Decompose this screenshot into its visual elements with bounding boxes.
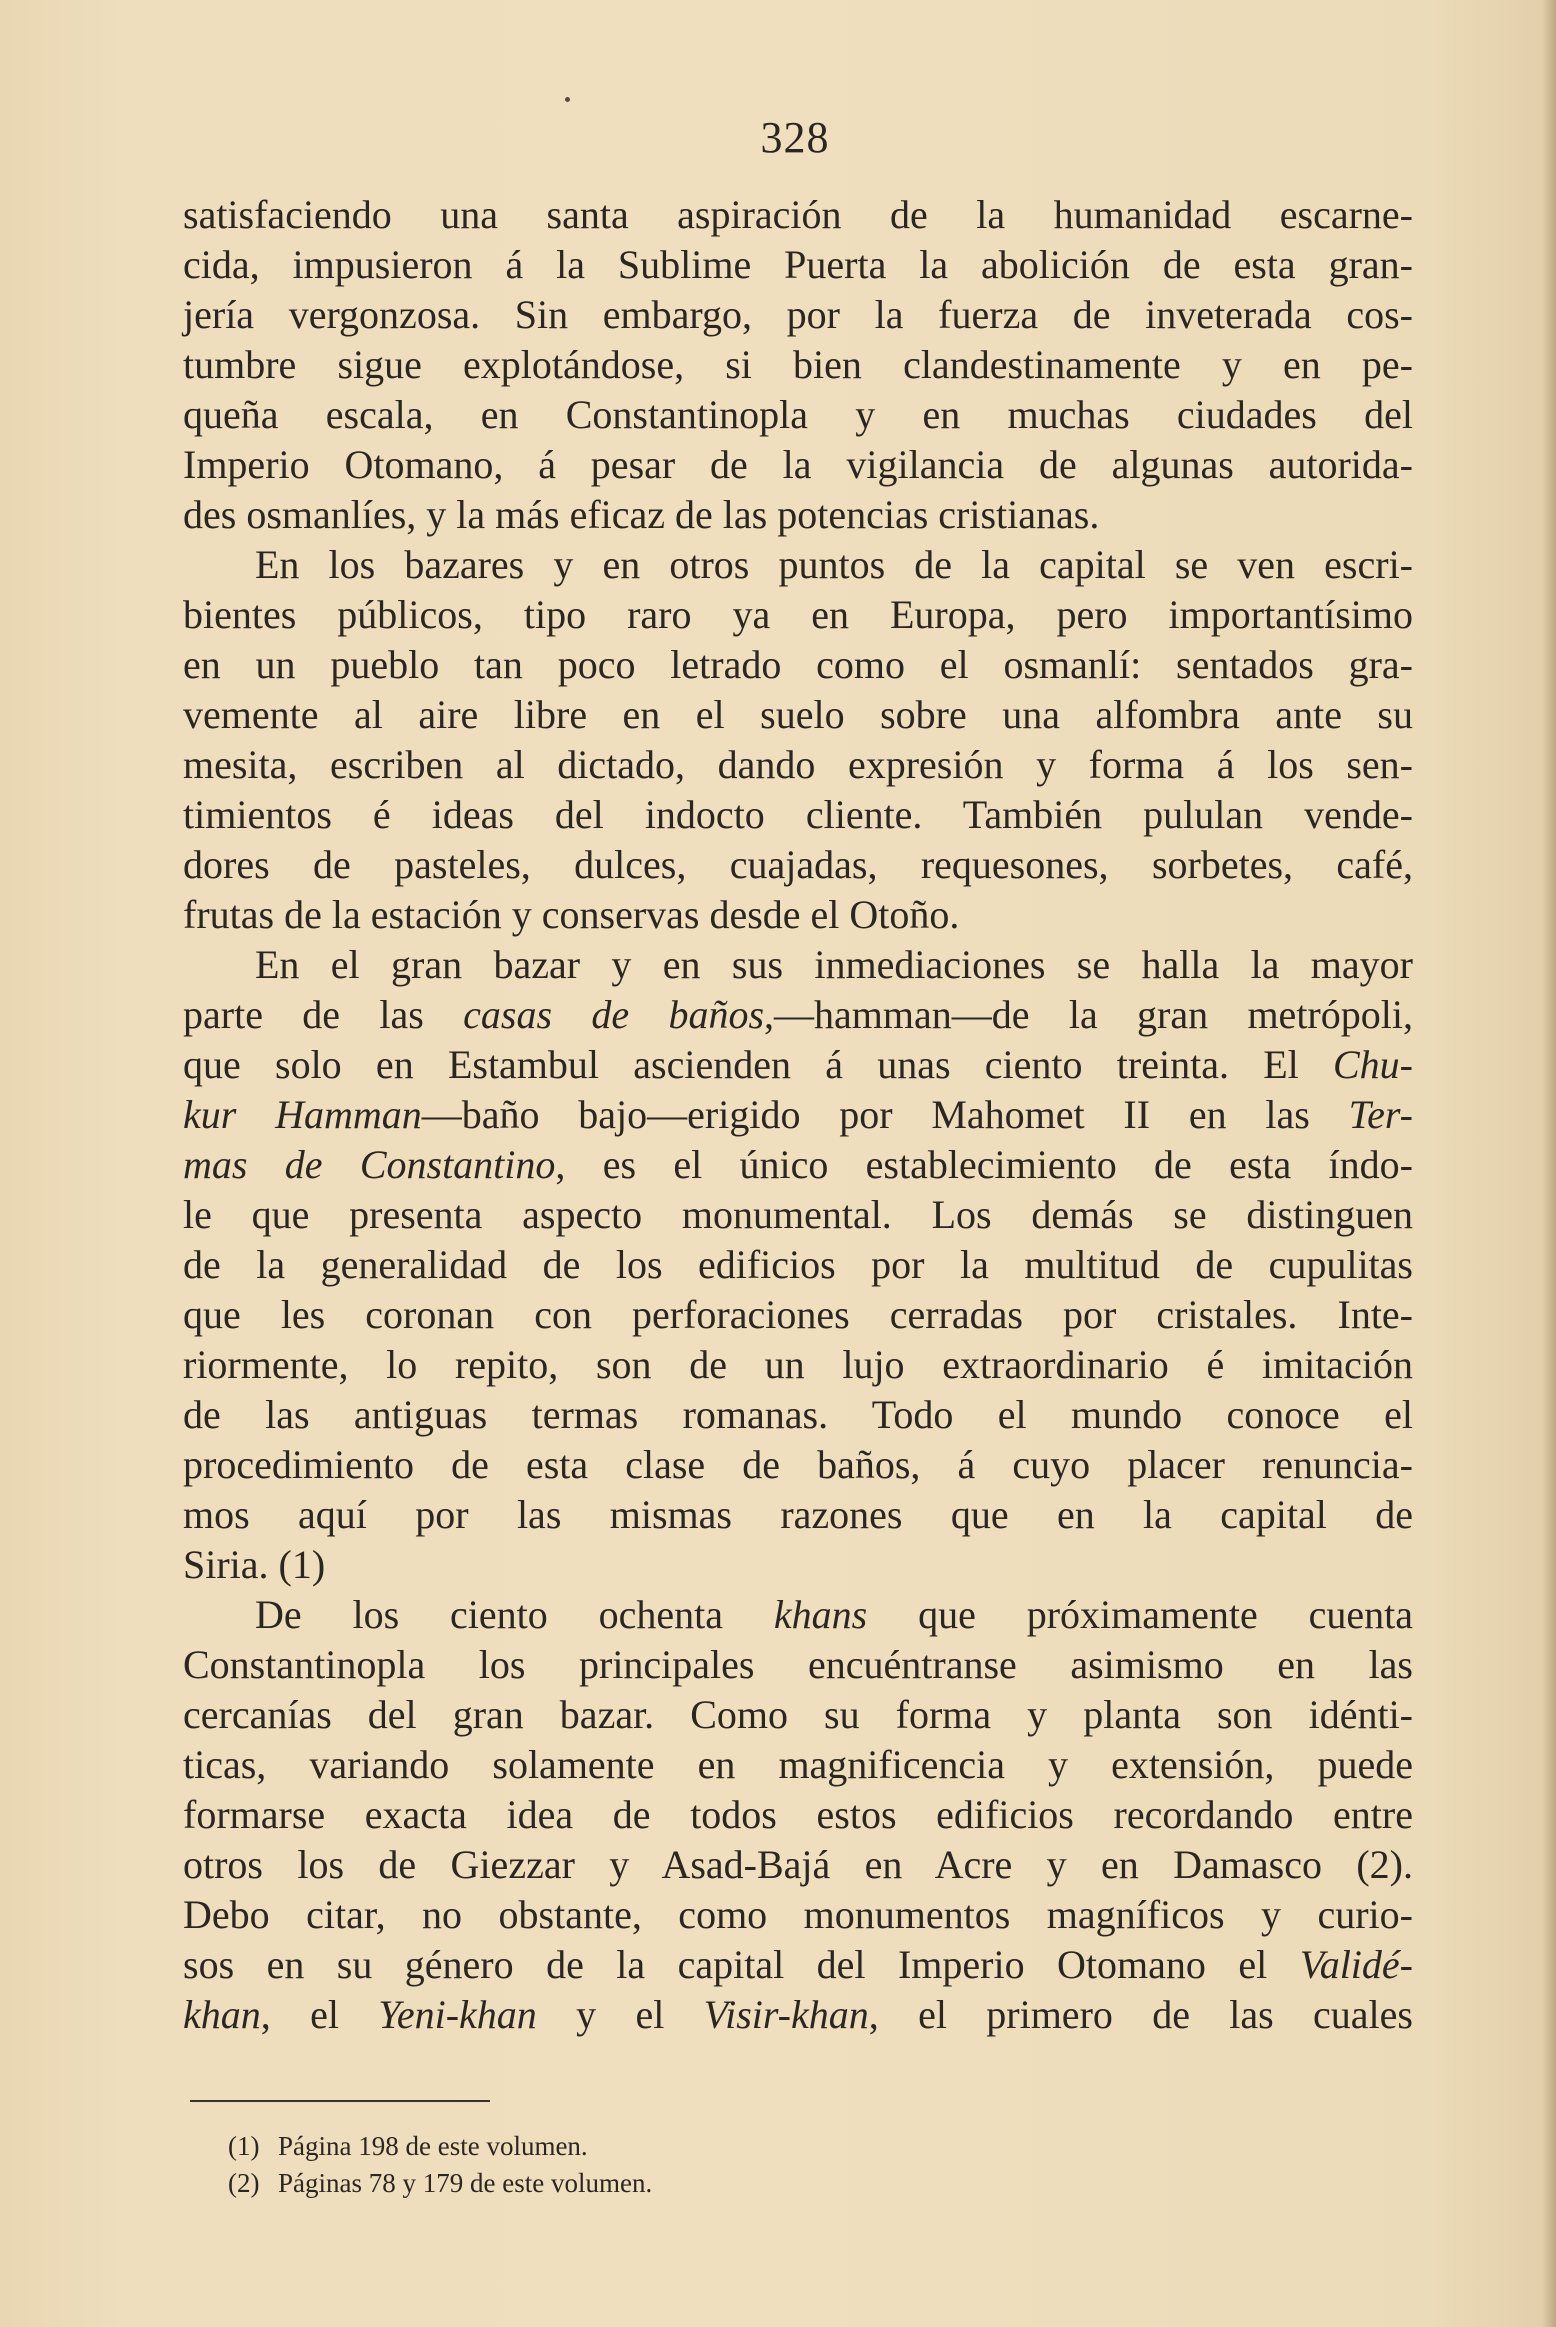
page-number: 328	[760, 113, 830, 162]
print-speck	[565, 97, 570, 102]
text-line	[183, 890, 1413, 940]
footnote-text: Páginas 78 y 179 de este volumen.	[278, 2168, 653, 2198]
text-span: parte de las	[183, 992, 464, 1037]
text-span: en un pueblo tan poco letrado como el osmanlí: sentados gra-	[183, 642, 1413, 687]
text-line	[183, 1890, 1413, 1940]
italic-text: Validé-	[1299, 1942, 1413, 1987]
italic-text: casas de baños	[463, 992, 765, 1037]
italic-text: Ter-	[1348, 1092, 1413, 1137]
text-line	[183, 1940, 1413, 1990]
text-span: formarse exacta idea de todos estos edificios recordando entre	[183, 1792, 1413, 1837]
text-span: le que presenta aspecto monumental. Los demás se distinguen	[183, 1192, 1413, 1237]
italic-text: Visir-khan	[703, 1992, 869, 2037]
text-span: ticas, variando solamente en magnificencia y extensión, puede	[183, 1742, 1413, 1787]
footnote-mark: (2)	[228, 2168, 260, 2198]
italic-text: Chu-	[1333, 1042, 1413, 1087]
text-span: En el gran bazar y en sus inmediaciones se halla la mayor	[255, 942, 1413, 987]
text-line	[183, 1190, 1413, 1240]
text-span: y el	[536, 1992, 704, 2037]
italic-text: Yeni-khan	[378, 1992, 537, 2037]
text-line	[183, 1140, 1413, 1190]
text-line	[183, 1790, 1413, 1840]
text-line	[183, 1040, 1413, 1090]
text-span: cercanías del gran bazar. Como su forma y planta son idénti-	[183, 1692, 1413, 1737]
text-span: bientes públicos, tipo raro ya en Europa, pero importantísimo	[183, 592, 1413, 637]
text-line	[183, 1090, 1413, 1140]
text-line	[183, 1390, 1413, 1440]
text-span: otros los de Giezzar y Asad-Bajá en Acre y en Damasco (2).	[183, 1842, 1413, 1887]
text-span: que próximamente cuenta	[867, 1592, 1413, 1637]
text-line	[183, 940, 1413, 990]
text-span: En los bazares y en otros puntos de la capital se ven escri-	[255, 542, 1413, 587]
text-span: Debo citar, no obstante, como monumentos magníficos y curio-	[183, 1892, 1413, 1937]
text-span: Siria. (1)	[183, 1542, 326, 1587]
text-span: de las antiguas termas romanas. Todo el mundo conoce el	[183, 1392, 1413, 1437]
footnote-mark: (1)	[228, 2131, 260, 2161]
text-line	[183, 1690, 1413, 1740]
text-line	[183, 1840, 1413, 1890]
text-span: , es el único establecimiento de esta índo-	[555, 1142, 1413, 1187]
text-span: frutas de la estación y conservas desde el Otoño.	[183, 892, 960, 937]
text-span: satisfaciendo una santa aspiración de la humanidad escarne-	[183, 192, 1413, 237]
text-span: De los ciento ochenta	[255, 1592, 774, 1637]
text-line	[183, 190, 1413, 240]
text-span: mos aquí por las mismas razones que en la capital de	[183, 1492, 1413, 1537]
text-span: procedimiento de esta clase de baños, á cuyo placer renuncia-	[183, 1442, 1413, 1487]
text-line	[183, 1440, 1413, 1490]
body-text	[183, 190, 1413, 2040]
text-span: des osmanlíes, y la más eficaz de las potencias cristianas.	[183, 492, 1100, 537]
text-line	[183, 840, 1413, 890]
text-line	[183, 690, 1413, 740]
text-line	[183, 1490, 1413, 1540]
text-span: ,—hamman—de la gran metrópoli,	[764, 992, 1413, 1037]
text-line	[183, 790, 1413, 840]
text-line	[183, 390, 1413, 440]
text-span: Constantinopla los principales encuéntranse asimismo en las	[183, 1642, 1413, 1687]
footnote	[228, 2128, 652, 2165]
text-span: cida, impusieron á la Sublime Puerta la abolición de esta gran-	[183, 242, 1413, 287]
text-line	[183, 440, 1413, 490]
text-span: que les coronan con perforaciones cerradas por cristales. Inte-	[183, 1292, 1413, 1337]
text-line	[183, 1290, 1413, 1340]
text-span: , el	[260, 1992, 379, 2037]
text-line	[183, 990, 1413, 1040]
text-line	[183, 490, 1413, 540]
text-span: que solo en Estambul ascienden á unas ciento treinta. El	[183, 1042, 1333, 1087]
italic-text: mas de Constantino	[183, 1142, 556, 1187]
text-span: jería vergonzosa. Sin embargo, por la fuerza de inveterada cos-	[183, 292, 1413, 337]
text-line	[183, 1740, 1413, 1790]
text-line	[183, 640, 1413, 690]
text-line	[183, 540, 1413, 590]
text-span: sos en su género de la capital del Imperio Otomano el	[183, 1942, 1300, 1987]
italic-text: khans	[773, 1592, 868, 1637]
italic-text: kur Hamman	[183, 1092, 422, 1137]
page-edge-shadow	[1542, 0, 1556, 2327]
text-span: —baño bajo—erigido por Mahomet II en las	[421, 1092, 1349, 1137]
text-span: queña escala, en Constantinopla y en muchas ciudades del	[183, 392, 1413, 437]
text-span: mesita, escriben al dictado, dando expresión y forma á los sen-	[183, 742, 1413, 787]
text-line	[183, 1540, 1413, 1590]
text-span: de la generalidad de los edificios por la multitud de cupulitas	[183, 1242, 1413, 1287]
text-span: tumbre sigue explotándose, si bien clandestinamente y en pe-	[183, 342, 1413, 387]
footnote-text: Página 198 de este volumen.	[278, 2131, 588, 2161]
footnote	[228, 2165, 652, 2202]
text-line	[183, 740, 1413, 790]
italic-text: khan	[183, 1992, 261, 2037]
text-span: timientos é ideas del indocto cliente. También pululan vende-	[183, 792, 1413, 837]
text-line	[183, 1590, 1413, 1640]
text-line	[183, 590, 1413, 640]
text-span: , el primero de las cuales	[868, 1992, 1413, 2037]
text-span: vemente al aire libre en el suelo sobre una alfombra ante su	[183, 692, 1413, 737]
text-line	[183, 340, 1413, 390]
text-line	[183, 1340, 1413, 1390]
text-span: riormente, lo repito, son de un lujo extraordinario é imitación	[183, 1342, 1413, 1387]
text-span: Imperio Otomano, á pesar de la vigilancia de algunas autorida-	[183, 442, 1413, 487]
text-line	[183, 240, 1413, 290]
footnote-separator	[190, 2100, 490, 2102]
text-span: dores de pasteles, dulces, cuajadas, requesones, sorbetes, café,	[183, 842, 1413, 887]
text-line	[183, 1240, 1413, 1290]
text-line	[183, 1990, 1413, 2040]
footnotes	[228, 2128, 652, 2202]
text-line	[183, 290, 1413, 340]
text-line	[183, 1640, 1413, 1690]
